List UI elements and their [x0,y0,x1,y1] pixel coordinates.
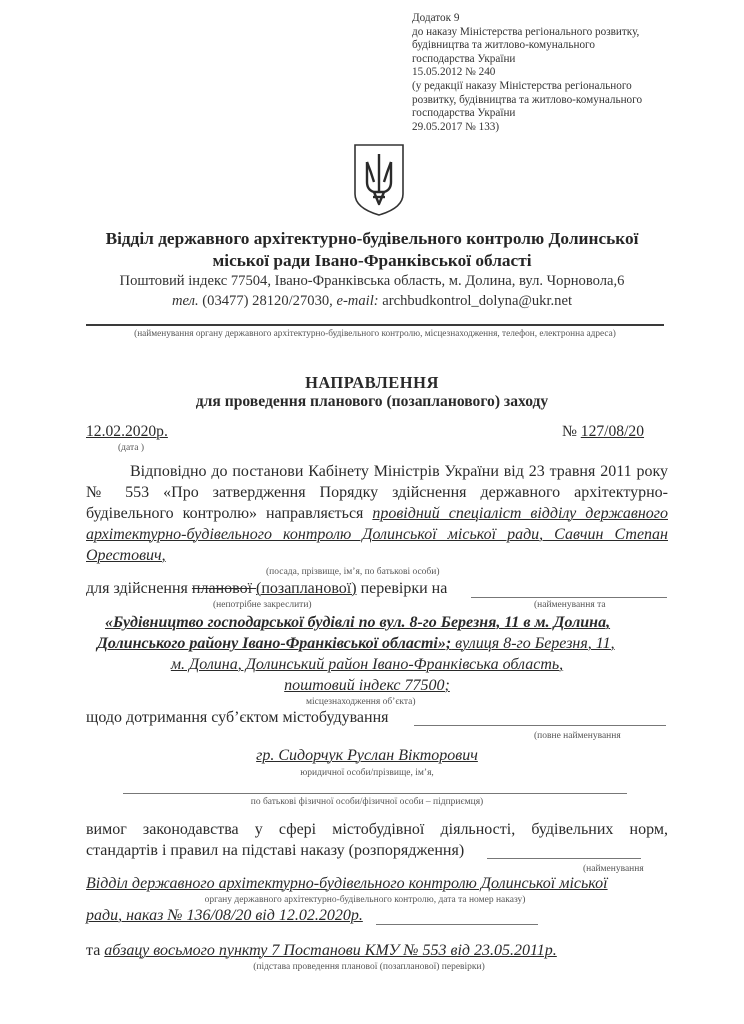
object-line-3 [0,656,744,674]
subject-name-line [0,747,744,765]
order-line-1: Відділ державного архітектурно-будівельного контролю Долинської міської [86,875,608,892]
annex-line: господарства України [412,107,516,120]
person-caption: (посада, прізвище, ім’я, по батькові особи) [266,567,440,577]
subject-caption-3-text: по батькові фізичної особи/фізичної особи – підприємця) [250,797,484,807]
check-unplanned: (позапланової) [256,580,357,597]
object-caption: місцезнаходження об’єкта) [306,697,416,707]
order-caption-2-text: органу державного архітектурно-будівельного контролю, дата та номер наказу) [204,895,526,905]
blank-line [487,858,641,859]
organization-title-line: Відділ державного архітектурно-будівельного контролю Долинської [105,229,639,248]
document-number [562,423,644,441]
subject-caption-2 [0,768,744,778]
document-date-caption: (дата ) [118,443,144,453]
annex-line: розвитку, будівництва та житлово-комунального [412,93,643,106]
annex-line: (у редакції наказу Міністерства регіонального [412,79,632,92]
blank-line [376,924,538,925]
order-line-2: ради, наказ № 136/08/20 від 12.02.2020р. [86,907,363,924]
annex-line: господарства України [412,52,516,65]
check-prefix: для здійснення [86,580,192,597]
paragraph-basis [86,461,668,566]
check-caption-right: (найменування та [534,600,606,610]
object-line-4 [0,677,744,695]
organization-contacts [0,271,744,311]
annex-line: будівництва та житлово-комунального [412,39,595,52]
basis-caption-text: (підстава проведення планової (позапланової) перевірки) [253,962,485,972]
check-planned-struck: планової [191,580,257,597]
basis-text: абзацу восьмого пункту 7 Постанови КМУ № 553 від 23.05.2011р. [104,942,557,959]
email-label: e-mail: [336,293,379,309]
organization-title-line: міської ради Івано-Франківської області [212,251,532,270]
organization-title [0,228,744,272]
blank-line [471,597,667,598]
requirements-line-2: стандартів і правил на підставі наказу (розпорядження) [86,842,465,859]
subject-caption-1: (повне найменування [534,731,621,741]
trident-coat-of-arms-icon [352,142,406,218]
object-address: вулиця 8-го Березня, 11, [451,635,615,652]
document-title: НАПРАВЛЕННЯ [305,373,439,392]
order-caption-2 [0,895,744,905]
annex-reference [412,12,642,134]
object-name-cont: Долинського району Івано-Франківської області»; [97,635,452,652]
object-name: «Будівництво господарської будівлі по вул. 8-го Березня, 11 в м. Долина, [105,614,611,631]
check-suffix: перевірки на [356,580,448,597]
document-date: 12.02.2020р. [86,423,168,440]
paragraph-text: Відповідно до постанови Кабінету Міністрів України від 23 травня 2011 року № 553 «Про затвердження Порядку здійснення державного архітектурно-будівельного контролю» направляється [86,463,668,522]
email-value: archbudkontrol_dolyna@ukr.net [378,293,573,309]
document-subtitle: для проведення планового (позапланового) заходу [195,393,549,410]
order-caption-1: (найменування [583,864,644,874]
basis-caption [0,962,744,972]
object-postcode: поштовий індекс 77500; [284,677,450,694]
annex-line: 29.05.2017 № 133) [412,120,500,133]
inspector-person: провідний спеціаліст відділу державного архітектурно-будівельного контролю Долинської міської ради, Савчин Степан Орестович, [86,505,668,564]
tel-value: (03477) 28120/27030, [198,293,337,309]
number-value: 127/08/20 [580,423,645,440]
basis-line [86,942,557,960]
subject-caption-3 [0,797,744,807]
check-type-line [86,580,447,598]
subject-caption-2-text: юридичної особи/прізвище, ім’я, [300,768,434,778]
organization-address: Поштовий індекс 77504, Івано-Франківська область, м. Долина, вул. Чорновола,6 [119,273,625,289]
annex-line: Додаток 9 [412,12,460,24]
object-line-1 [105,614,610,632]
subject-prefix: щодо дотримання суб’єктом містобудування [86,709,389,726]
object-address-cont: м. Долина, Долинський район Івано-Франківська область, [170,656,564,673]
header-divider [86,324,664,326]
requirements-line-1: вимог законодавства у сфері містобудівної діяльності, будівельних норм, [86,821,668,838]
check-caption-left: (непотрібне закреслити) [213,600,312,610]
subject-name: гр. Сидорчук Руслан Вікторович [256,747,478,764]
annex-line: до наказу Міністерства регіонального розвитку, [412,25,640,38]
blank-line [414,725,666,726]
annex-line: 15.05.2012 № 240 [412,66,496,79]
number-prefix: № [562,423,581,440]
object-line-2 [97,635,615,653]
basis-prefix: та [86,942,105,959]
header-divider-caption: (найменування органу державного архітектурно-будівельного контролю, місцезнаходження, телефон, електронна адреса) [134,329,616,339]
blank-line [123,793,627,794]
tel-label: тел. [171,293,199,309]
organization-phone-email [0,291,744,311]
